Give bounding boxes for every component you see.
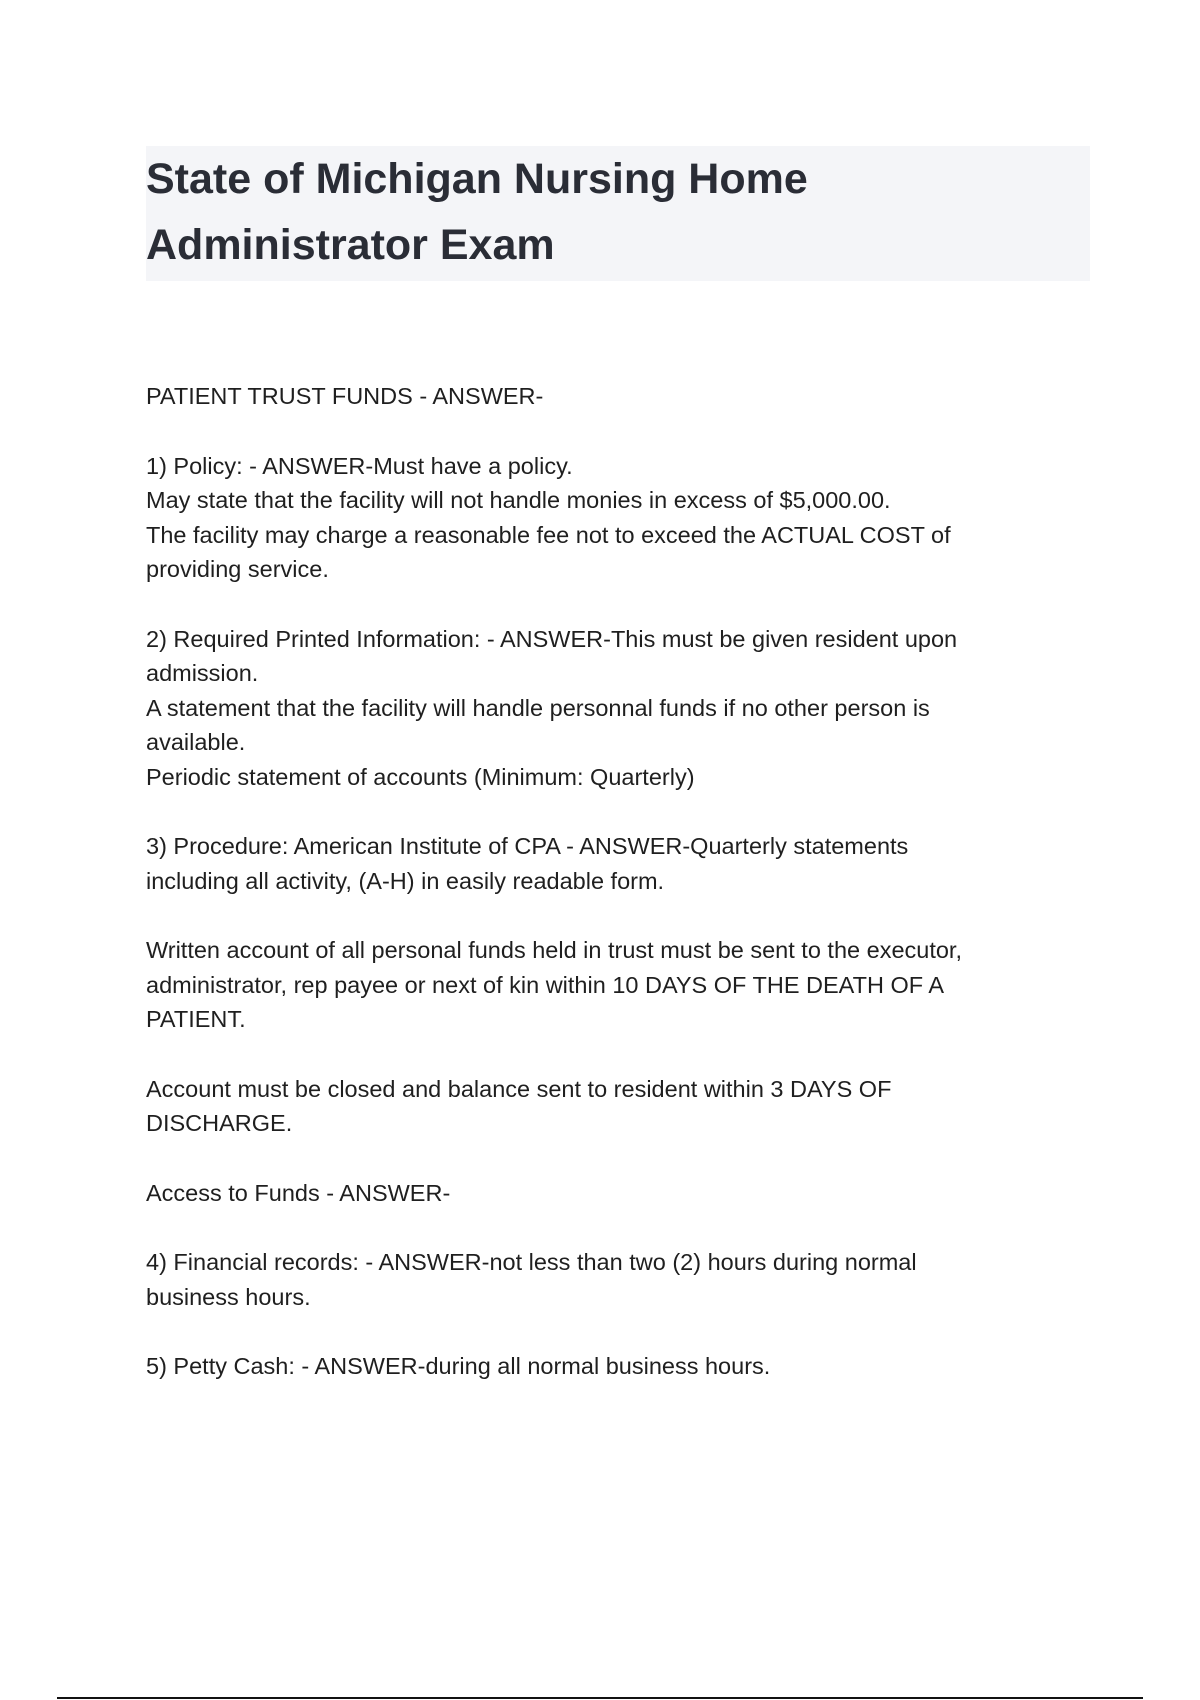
text-line: 2) Required Printed Information: - ANSWER-This must be given resident upon xyxy=(146,625,958,652)
text-line: Account must be closed and balance sent to resident within 3 DAYS OF xyxy=(146,1075,892,1102)
text-line: Access to Funds - ANSWER- xyxy=(146,1179,451,1206)
text-line: available. xyxy=(146,729,246,755)
text-line: providing service. xyxy=(146,556,329,582)
section-heading-access-to-funds xyxy=(146,1176,1076,1211)
text-line: The facility may charge a reasonable fee not to exceed the ACTUAL COST of xyxy=(146,521,951,548)
text-line: Written account of all personal funds held in trust must be sent to the executor, xyxy=(146,937,962,963)
answer-required-printed-information xyxy=(146,622,1076,795)
text-line: PATIENT. xyxy=(146,1006,246,1032)
text-line: PATIENT TRUST FUNDS - ANSWER- xyxy=(146,383,544,409)
text-line: including all activity, (A-H) in easily readable form. xyxy=(146,867,665,894)
paragraph-discharge-account xyxy=(146,1072,1076,1141)
document-title-line: State of Michigan Nursing Home xyxy=(146,155,808,203)
answer-petty-cash xyxy=(146,1349,1076,1384)
document-title-line: Administrator Exam xyxy=(146,221,555,269)
text-line: 4) Financial records: - ANSWER-not less than two (2) hours during normal xyxy=(146,1249,917,1275)
document-body xyxy=(146,379,1076,1419)
text-line: May state that the facility will not handle monies in excess of $5,000.00. xyxy=(146,487,891,513)
answer-financial-records xyxy=(146,1245,1076,1314)
text-line: 3) Procedure: American Institute of CPA - ANSWER-Quarterly statements xyxy=(146,833,909,859)
text-line: Periodic statement of accounts (Minimum: Quarterly) xyxy=(146,763,695,790)
text-line: A statement that the facility will handle personnal funds if no other person is xyxy=(146,694,930,721)
document-title-block xyxy=(146,146,1090,281)
text-line: administrator, rep payee or next of kin within 10 DAYS OF THE DEATH OF A xyxy=(146,971,945,998)
section-heading-patient-trust-funds xyxy=(146,379,1076,414)
text-line: business hours. xyxy=(146,1283,311,1310)
text-line: DISCHARGE. xyxy=(146,1110,293,1136)
page-bottom-divider xyxy=(57,1697,1143,1699)
text-line: 1) Policy: - ANSWER-Must have a policy. xyxy=(146,452,573,479)
text-line: 5) Petty Cash: - ANSWER-during all normal business hours. xyxy=(146,1353,771,1379)
answer-procedure xyxy=(146,829,1076,898)
paragraph-death-account xyxy=(146,933,1076,1037)
answer-policy xyxy=(146,449,1076,587)
text-line: admission. xyxy=(146,660,259,686)
